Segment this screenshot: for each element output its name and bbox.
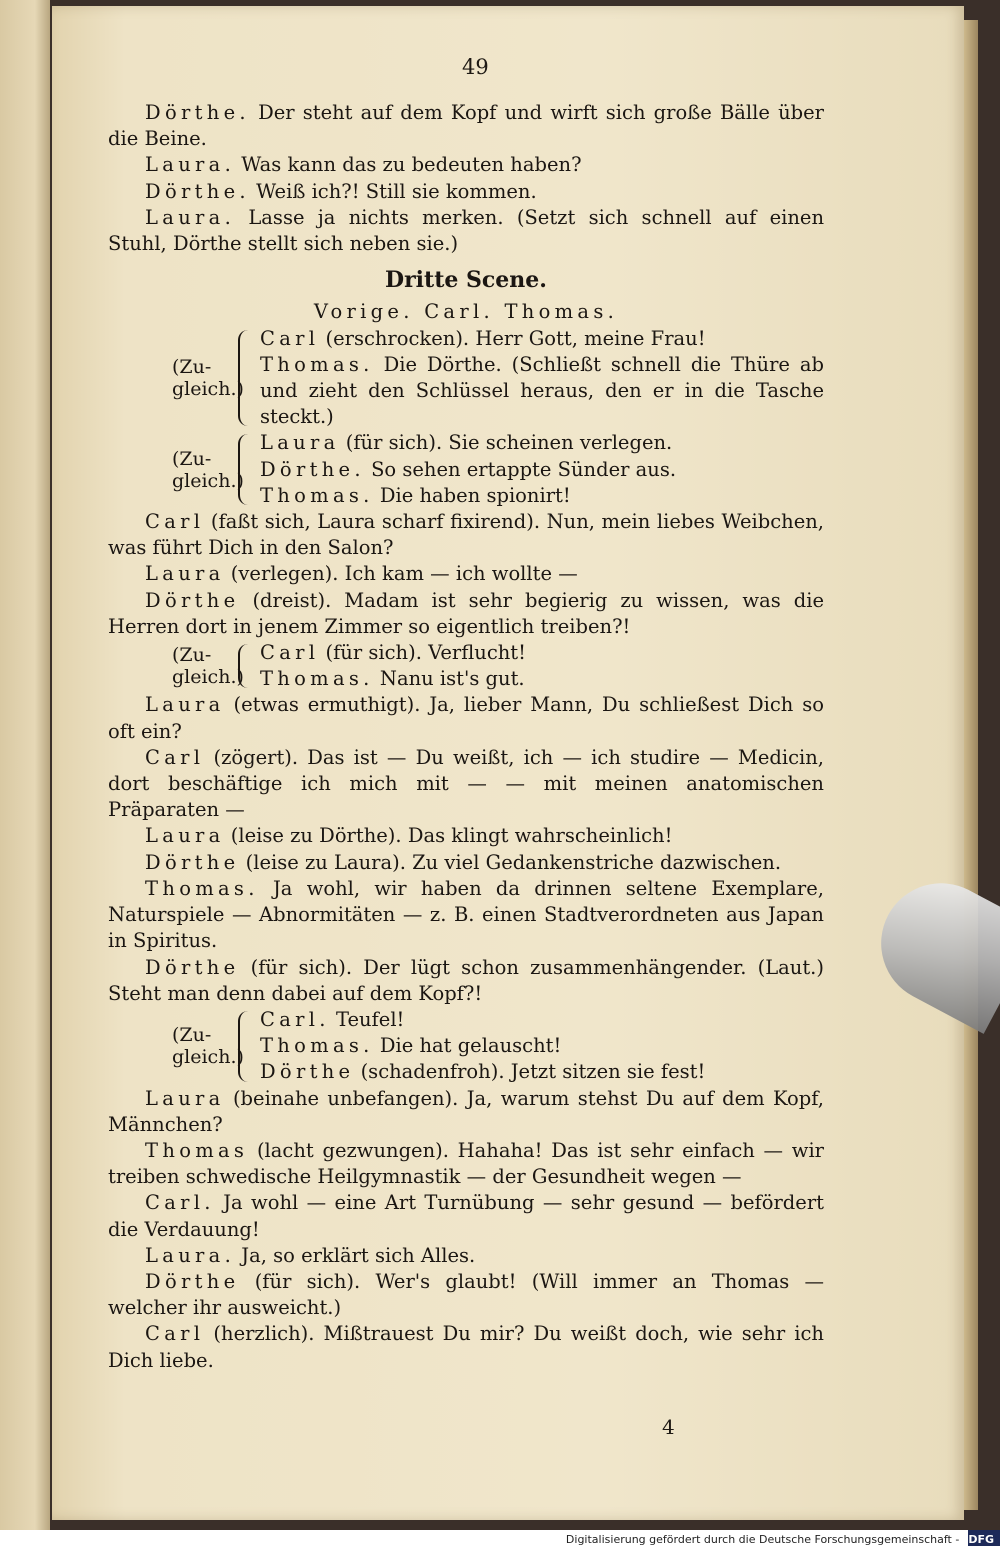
- speech-text: Weiß ich?! Still sie kommen.: [256, 179, 537, 203]
- speaker-name: Carl: [260, 641, 320, 665]
- speaker-name: Thomas: [145, 1138, 249, 1162]
- speaker-name: Thomas.: [260, 483, 374, 507]
- speech-text: (für sich). Verflucht!: [325, 641, 526, 665]
- speaker-name: Laura: [145, 562, 225, 586]
- speech-text: (leise zu Dörthe). Das klingt wahrscheinlich!: [230, 824, 673, 848]
- speaker-name: Laura.: [145, 153, 236, 177]
- cast-line: [108, 299, 824, 325]
- speech-text: Lasse ja nichts merken. (Setzt sich schnell auf einen Stuhl, Dörthe stellt sich neben sie.): [108, 205, 825, 256]
- scene-heading: Dritte Scene.: [385, 267, 547, 294]
- speaker-name: Vorige. Carl. Thomas.: [313, 300, 619, 324]
- simultaneous-group: [108, 430, 824, 509]
- speech-text: Die haben spionirt!: [379, 483, 571, 507]
- speaker-name: Carl.: [260, 1007, 330, 1031]
- speech-text: Der steht auf dem Kopf und wirft sich große Bälle über die Beine.: [108, 101, 824, 151]
- speech-line: [108, 745, 824, 824]
- speech-line: [108, 1269, 824, 1321]
- speech-text: (zögert). Das ist — Du weißt, ich — ich studire — Medicin, dort beschäftige ich mich mit — — mit meinen anatomischen Präparaten —: [108, 745, 824, 822]
- speech-text: (lacht gezwungen). Hahaha! Das ist sehr einfach — wir treiben schwedische Heilgymnastik — der Gesundheit wegen —: [108, 1138, 825, 1189]
- speaker-name: Laura: [145, 693, 225, 717]
- speech-line: [260, 326, 824, 352]
- speech-line: [108, 692, 824, 744]
- speaker-name: Dörthe: [260, 1060, 355, 1084]
- simultaneous-group: [108, 326, 824, 431]
- speaker-name: Laura.: [145, 1243, 236, 1267]
- speaker-name: Dörthe.: [260, 457, 365, 481]
- group-lines: [260, 1007, 824, 1086]
- speaker-name: Thomas.: [260, 352, 374, 376]
- speaker-name: Carl: [145, 510, 205, 534]
- speaker-name: Laura: [145, 824, 225, 848]
- speaker-name: Laura.: [145, 205, 236, 229]
- speech-line: [260, 457, 824, 483]
- speech-text: (für sich). Wer's glaubt! (Will immer an Thomas — welcher ihr ausweicht.): [108, 1269, 824, 1320]
- footer-text: Digitalisierung gefördert durch die Deutsche Forschungsgemeinschaft -: [565, 1533, 960, 1546]
- speech-line: [260, 1033, 824, 1059]
- speech-text: Ja wohl — eine Art Turnübung — sehr gesund — befördert die Verdauung!: [108, 1191, 824, 1241]
- speaker-name: Laura: [260, 431, 340, 455]
- speech-line: [260, 352, 824, 431]
- speech-line: [108, 1190, 824, 1242]
- speech-line: [108, 561, 824, 587]
- speech-text: (etwas ermuthigt). Ja, lieber Mann, Du schließest Dich so oft ein?: [108, 693, 825, 743]
- speech-text: Die Dörthe. (Schließt schnell die Thüre ab und zieht den Schlüssel heraus, den er in die Tasche steckt.): [260, 352, 824, 429]
- speaker-name: Dörthe: [145, 588, 240, 612]
- play-text: [108, 100, 824, 1374]
- zugleich-label: (Zu-gleich.): [172, 1024, 244, 1069]
- zugleich-label: (Zu-gleich.): [172, 447, 244, 492]
- speech-text: So sehen ertappte Sünder aus.: [371, 457, 677, 481]
- speaker-name: Dörthe.: [145, 179, 250, 203]
- speech-text: Nanu ist's gut.: [379, 667, 525, 691]
- speech-line: [260, 1007, 824, 1033]
- speech-line: [108, 876, 824, 955]
- speech-line: [108, 850, 824, 876]
- speech-text: Teufel!: [335, 1007, 405, 1031]
- group-lines: [260, 430, 824, 509]
- speech-text: (herzlich). Mißtrauest Du mir? Du weißt doch, wie sehr ich Dich liebe.: [108, 1322, 824, 1372]
- brace-mark: [238, 1011, 254, 1082]
- speech-text: Die hat gelauscht!: [379, 1034, 562, 1058]
- signature-mark: 4: [662, 1415, 675, 1439]
- speaker-name: Carl: [145, 1322, 205, 1346]
- brace-mark: [238, 330, 254, 427]
- speech-line: [108, 509, 824, 561]
- speech-line: [260, 483, 824, 509]
- speech-line: [108, 955, 824, 1007]
- simultaneous-group: [108, 1007, 824, 1086]
- speaker-name: Dörthe: [145, 1269, 240, 1293]
- page-stack-edge: [964, 20, 978, 1510]
- speaker-name: Carl: [145, 745, 205, 769]
- dfg-logo: DFG: [968, 1530, 1000, 1546]
- speech-text: Ja wohl, wir haben da drinnen seltene Exemplare, Naturspiele — Abnormitäten — z. B. einen Stadtverordneten aus Japan in Spiritus.: [108, 876, 824, 953]
- speech-line: [108, 1243, 824, 1269]
- speech-line: [108, 588, 824, 640]
- speech-line: [108, 1086, 824, 1138]
- speech-line: [108, 823, 824, 849]
- speaker-name: Dörthe: [145, 955, 240, 979]
- speech-line: [260, 430, 824, 456]
- speaker-name: Laura: [145, 1086, 225, 1110]
- speech-text: (dreist). Madam ist sehr begierig zu wissen, was die Herren dort in jenem Zimmer so eigentlich treiben?!: [108, 588, 824, 638]
- speech-line: [260, 666, 824, 692]
- speech-line: [108, 100, 824, 152]
- speech-text: (leise zu Laura). Zu viel Gedankenstriche dazwischen.: [245, 850, 782, 874]
- brace-mark: [238, 434, 254, 505]
- speech-text: (beinahe unbefangen). Ja, warum stehst Du auf dem Kopf, Männchen?: [108, 1086, 824, 1136]
- speaker-name: Carl: [260, 326, 320, 350]
- speech-text: (erschrocken). Herr Gott, meine Frau!: [325, 326, 706, 350]
- speech-line: [108, 179, 824, 205]
- zugleich-label: (Zu-gleich.): [172, 356, 244, 401]
- speech-text: (schadenfroh). Jetzt sitzen sie fest!: [360, 1060, 706, 1084]
- speaker-name: Thomas.: [260, 667, 374, 691]
- speech-line: [108, 1321, 824, 1373]
- zugleich-label: (Zu-gleich.): [172, 644, 244, 689]
- brace-mark: [238, 644, 254, 688]
- facing-page-edge: [0, 0, 50, 1530]
- speech-text: Was kann das zu bedeuten haben?: [241, 153, 582, 177]
- speech-text: (verlegen). Ich kam — ich wollte —: [230, 562, 578, 586]
- simultaneous-group: [108, 640, 824, 692]
- footer-bar: [0, 1530, 1000, 1549]
- speaker-name: Dörthe: [145, 850, 240, 874]
- group-lines: [260, 640, 824, 692]
- page-number: 49: [462, 55, 489, 79]
- speaker-name: Carl.: [145, 1191, 215, 1215]
- speech-text: (faßt sich, Laura scharf fixirend). Nun, mein liebes Weibchen, was führt Dich in den Salon?: [108, 510, 824, 560]
- speaker-name: Thomas.: [260, 1034, 374, 1058]
- speech-text: (für sich). Sie scheinen verlegen.: [345, 431, 673, 455]
- speaker-name: Dörthe.: [145, 101, 250, 124]
- speaker-name: Thomas.: [145, 876, 259, 900]
- speech-line: [108, 1138, 824, 1190]
- speech-line: [260, 640, 824, 666]
- speech-line: [260, 1059, 824, 1085]
- speech-text: (für sich). Der lügt schon zusammenhängender. (Laut.) Steht man denn dabei auf dem Kopf?!: [108, 955, 824, 1005]
- speech-line: [108, 152, 824, 178]
- speech-text: Ja, so erklärt sich Alles.: [241, 1243, 476, 1267]
- group-lines: [260, 326, 824, 431]
- speech-line: [108, 205, 824, 257]
